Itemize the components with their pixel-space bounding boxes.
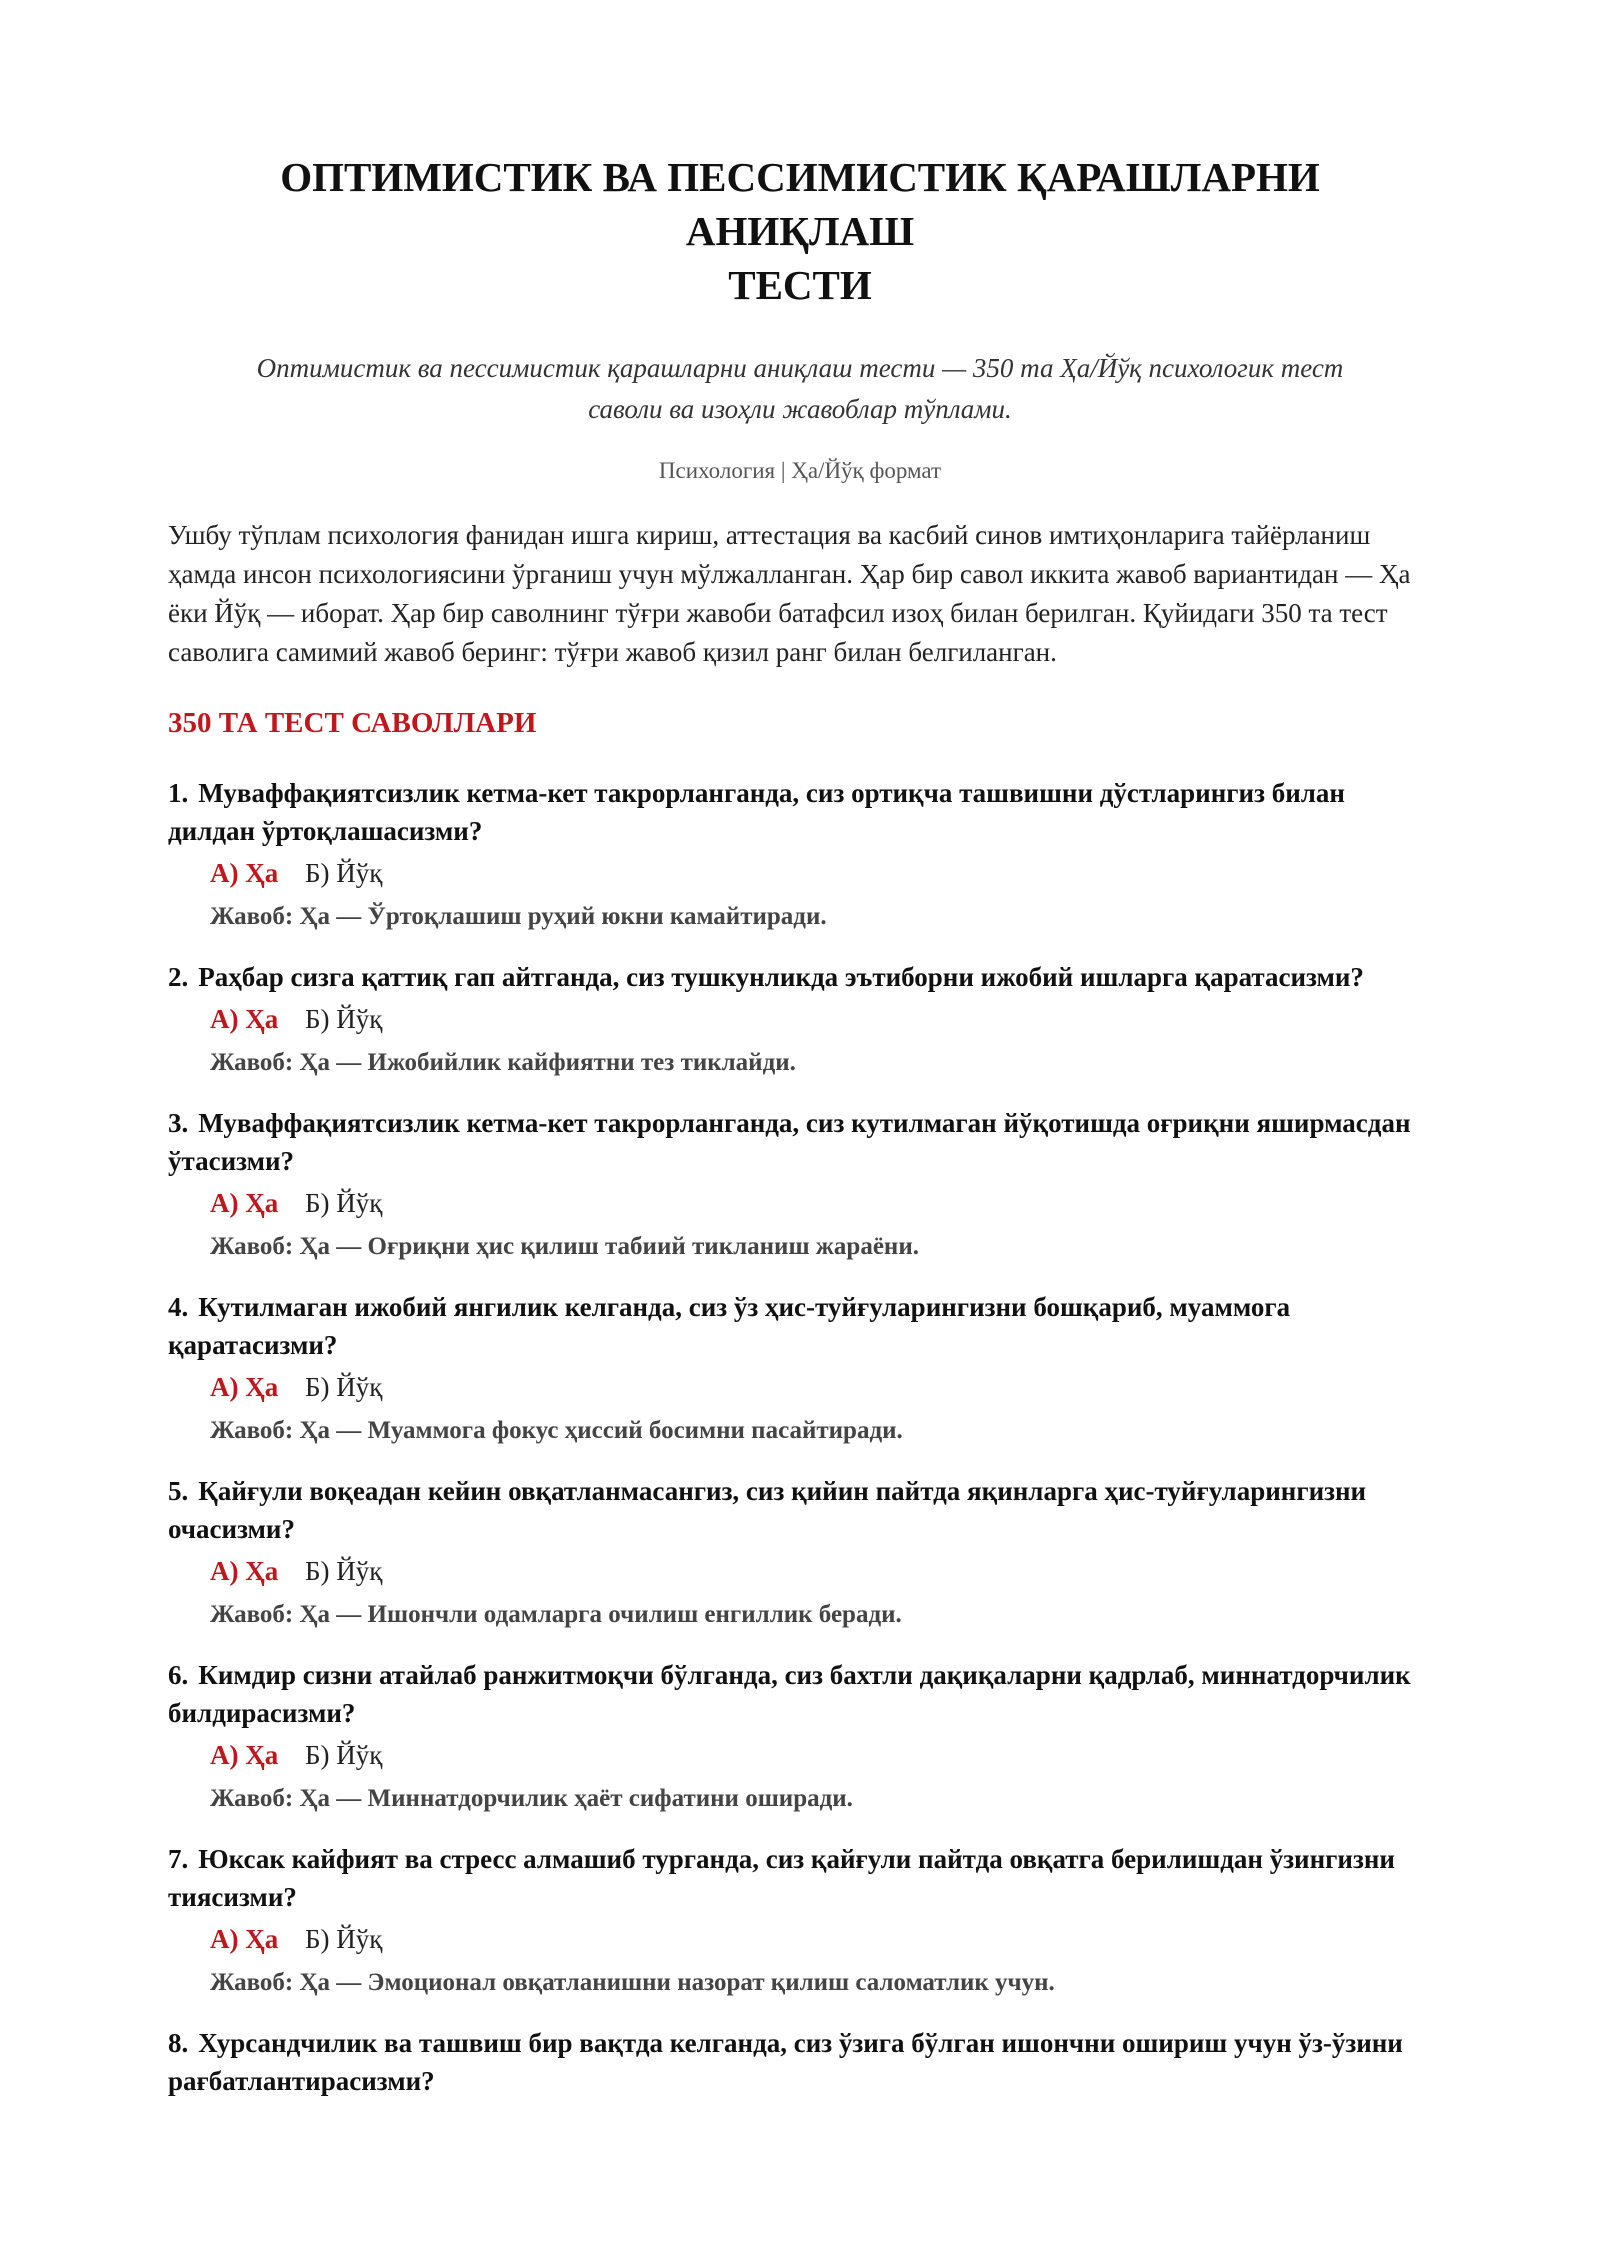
question-number: 8. [168,2028,189,2058]
question-body: Қайғули воқеадан кейин овқатланмасангиз, сиз қийин пайтда яқинларга ҳис-туйғуларингизни очасизми? [168,1476,1367,1544]
answer-options [210,1368,1432,1406]
intro-paragraph: Ушбу тўплам психология фанидан ишга кириш, аттестация ва касбий синов имтиҳонларига тайёрланиш ҳамда инсон психологиясини ўрганиш учун мўлжалланган. Ҳар бир савол иккита жавоб вариантидан — Ҳа ёки Йўқ — иборат. Ҳар бир саволнинг тўғри жавоби батафсил изоҳ билан берилган. Қуйидаги 350 та тест саволига самимий жавоб беринг: тўғри жавоб қизил ранг билан белгиланган. [168,520,1411,667]
question-body: Юксак кайфият ва стресс алмашиб турганда, сиз қайғули пайтда овқатга берилишдан ўзингизни тиясизми? [168,1844,1395,1912]
answer-options [210,1736,1432,1774]
option-a[interactable]: А) Ҳа [210,1004,279,1034]
option-a[interactable]: А) Ҳа [210,1924,279,1954]
question-item [168,2024,1432,2100]
question-item [168,958,1432,1082]
option-b[interactable]: Б) Йўқ [305,858,383,888]
answer-options [210,854,1432,892]
option-b[interactable]: Б) Йўқ [305,1188,383,1218]
question-body: Хурсандчилик ва ташвиш бир вақтда келганда, сиз ўзига бўлган ишончни ошириш учун ўз-ўзини рағбатлантирасизми? [168,2028,1403,2096]
answer-explanation: Жавоб: Ҳа — Муаммога фокус ҳиссий босимни пасайтиради. [210,1417,903,1444]
question-text [168,1472,1432,1548]
question-number: 3. [168,1108,189,1138]
question-item [168,1472,1432,1634]
question-text [168,1288,1432,1364]
question-text [168,1840,1432,1916]
subtitle-line-2: саволи ва изоҳли жавоблар тўплами. [588,394,1012,424]
question-item [168,1104,1432,1266]
question-text [168,2024,1432,2100]
answer-explanation: Жавоб: Ҳа — Ўртоқлашиш руҳий юкни камайтиради. [210,903,827,930]
question-text [168,1104,1432,1180]
option-b[interactable]: Б) Йўқ [305,1004,383,1034]
answer-options [210,1000,1432,1038]
option-a[interactable]: А) Ҳа [210,1740,279,1770]
question-item [168,1840,1432,2002]
question-number: 4. [168,1292,189,1322]
question-body: Муваффақиятсизлик кетма-кет такрорланганда, сиз кутилмаган йўқотишда оғриқни яширмасдан ўтасизми? [168,1108,1411,1176]
option-a[interactable]: А) Ҳа [210,1556,279,1586]
title-line-2: ТЕСТИ [728,262,872,308]
question-text [168,1656,1432,1732]
answer-options [210,1552,1432,1590]
question-item [168,774,1432,936]
document-subtitle [208,348,1392,430]
title-line-1: ОПТИМИСТИК ВА ПЕССИМИСТИК ҚАРАШЛАРНИ АНИҚЛАШ [280,154,1320,254]
question-number: 6. [168,1660,189,1690]
option-b[interactable]: Б) Йўқ [305,1372,383,1402]
answer-explanation: Жавоб: Ҳа — Миннатдорчилик ҳаёт сифатини оширади. [210,1785,853,1812]
option-a[interactable]: А) Ҳа [210,858,279,888]
question-item [168,1656,1432,1818]
option-b[interactable]: Б) Йўқ [305,1924,383,1954]
answer-explanation: Жавоб: Ҳа — Ишончли одамларга очилиш енгиллик беради. [210,1601,902,1628]
question-body: Кутилмаган ижобий янгилик келганда, сиз ўз ҳис-туйғуларингизни бошқариб, муаммога қаратасизми? [168,1292,1291,1360]
question-number: 7. [168,1844,189,1874]
question-number: 1. [168,778,189,808]
option-a[interactable]: А) Ҳа [210,1372,279,1402]
question-list [168,774,1432,2100]
question-body: Кимдир сизни атайлаб ранжитмоқчи бўлганда, сиз бахтли дақиқаларни қадрлаб, миннатдорчилик билдирасизми? [168,1660,1411,1728]
question-body: Раҳбар сизга қаттиқ гап айтганда, сиз тушкунликда эътиборни ижобий ишларга қаратасизми? [198,962,1364,992]
answer-explanation: Жавоб: Ҳа — Эмоционал овқатланишни назорат қилиш саломатлик учун. [210,1969,1055,1996]
option-a[interactable]: А) Ҳа [210,1188,279,1218]
document-meta: Психология | Ҳа/Йўқ формат [658,458,942,483]
document-title [168,150,1432,312]
question-text [168,774,1432,850]
question-text [168,958,1432,996]
answer-options [210,1920,1432,1958]
answer-options [210,1184,1432,1222]
option-b[interactable]: Б) Йўқ [305,1740,383,1770]
question-number: 2. [168,962,189,992]
option-b[interactable]: Б) Йўқ [305,1556,383,1586]
section-heading: 350 ТА ТЕСТ САВОЛЛАРИ [168,707,537,739]
question-body: Муваффақиятсизлик кетма-кет такрорланганда, сиз ортиқча ташвишни дўстларингиз билан дилдан ўртоқлашасизми? [168,778,1345,846]
subtitle-line-1: Оптимистик ва пессимистик қарашларни аниқлаш тести — 350 та Ҳа/Йўқ психологик тест [256,353,1344,383]
answer-explanation: Жавоб: Ҳа — Оғриқни ҳис қилиш табиий тикланиш жараёни. [210,1233,919,1260]
answer-explanation: Жавоб: Ҳа — Ижобийлик кайфиятни тез тиклайди. [210,1049,796,1076]
question-number: 5. [168,1476,189,1506]
question-item [168,1288,1432,1450]
